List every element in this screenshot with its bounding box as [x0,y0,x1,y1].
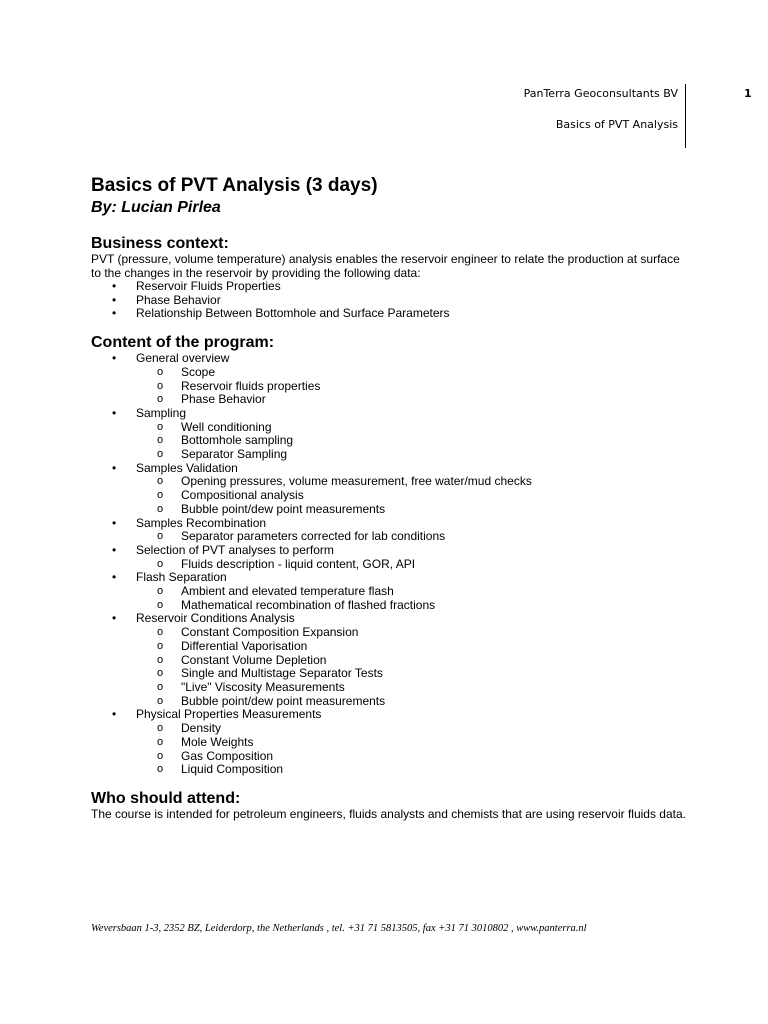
list-item: • Phase Behavior [91,294,691,308]
subtopic-item: o Fluids description - liquid content, GOR, API [136,558,691,572]
page-number: 1 [744,87,752,100]
subtopic-item: o Bubble point/dew point measurements [136,695,691,709]
subtopic-list [136,722,691,777]
course-author: By: Lucian Pirlea [91,199,221,216]
subtopic-item: o Opening pressures, volume measurement, free water/mud checks [136,475,691,489]
subtopic-list [136,421,691,462]
subtopic-list [136,366,691,407]
program-heading: Content of the program: [91,334,275,352]
topic-label: Samples Recombination [136,515,267,530]
subtopic-item: o Separator parameters corrected for lab conditions [136,530,691,544]
subtopic-list [136,585,691,612]
list-item: • Reservoir Fluids Properties [91,280,691,294]
subtopic-item: o Density [136,722,691,736]
subtopic-list [136,558,691,572]
subtopic-list [136,626,691,708]
topic-label: Physical Properties Measurements [136,707,322,722]
subtopic-item: o Mole Weights [136,736,691,750]
topic-label: Samples Validation [136,460,238,475]
program-topic [91,517,691,544]
subtopic-list [136,475,691,516]
subtopic-item: o Ambient and elevated temperature flash [136,585,691,599]
business-context-text: PVT (pressure, volume temperature) analysis enables the reservoir engineer to relate the production at surface to the changes in the reservoir by providing the following data: [91,252,680,280]
business-context-list [91,280,691,321]
header-document-title: Basics of PVT Analysis [555,118,678,131]
subtopic-item: o Bubble point/dew point measurements [136,503,691,517]
topic-label: General overview [136,351,230,366]
course-title: Basics of PVT Analysis (3 days) [91,175,378,196]
subtopic-item: o Reservoir fluids properties [136,380,691,394]
topic-label: Sampling [136,405,187,420]
program-topic [91,407,691,462]
subtopic-item: o Constant Composition Expansion [136,626,691,640]
who-should-attend-heading: Who should attend: [91,789,241,807]
document-body [91,174,691,821]
subtopic-item: o Well conditioning [136,421,691,435]
list-item: • Relationship Between Bottomhole and Surface Parameters [91,307,691,321]
business-context-heading: Business context: [91,235,229,252]
program-topic-list [91,352,691,777]
subtopic-item: o Bottomhole sampling [136,434,691,448]
subtopic-list [136,530,691,544]
subtopic-item: o Separator Sampling [136,448,691,462]
subtopic-item: o Scope [136,366,691,380]
subtopic-item: o Single and Multistage Separator Tests [136,667,691,681]
program-topic [91,708,691,777]
subtopic-item: o Compositional analysis [136,489,691,503]
topic-label: Selection of PVT analyses to perform [136,542,334,557]
footer-contact-line: Weversbaan 1-3, 2352 BZ, Leiderdorp, the Netherlands , tel. +31 71 5813505, fax +31 71 3010802 , www.panterra.nl [91,923,587,934]
topic-label: Reservoir Conditions Analysis [136,611,295,626]
program-topic [91,571,691,612]
program-topic [91,612,691,708]
header-divider [685,84,686,148]
program-topic [91,352,691,407]
subtopic-item: o Gas Composition [136,750,691,764]
topic-label: Flash Separation [136,570,227,585]
who-should-attend-text: The course is intended for petroleum engineers, fluids analysts and chemists that are using reservoir fluids data. [91,806,686,821]
subtopic-item: o Differential Vaporisation [136,640,691,654]
subtopic-item: o "Live" Viscosity Measurements [136,681,691,695]
subtopic-item: o Mathematical recombination of flashed fractions [136,599,691,613]
header-company-name: PanTerra Geoconsultants BV [523,87,678,100]
subtopic-item: o Constant Volume Depletion [136,654,691,668]
program-topic [91,544,691,571]
subtopic-item: o Phase Behavior [136,393,691,407]
subtopic-item: o Liquid Composition [136,763,691,777]
program-topic [91,462,691,517]
